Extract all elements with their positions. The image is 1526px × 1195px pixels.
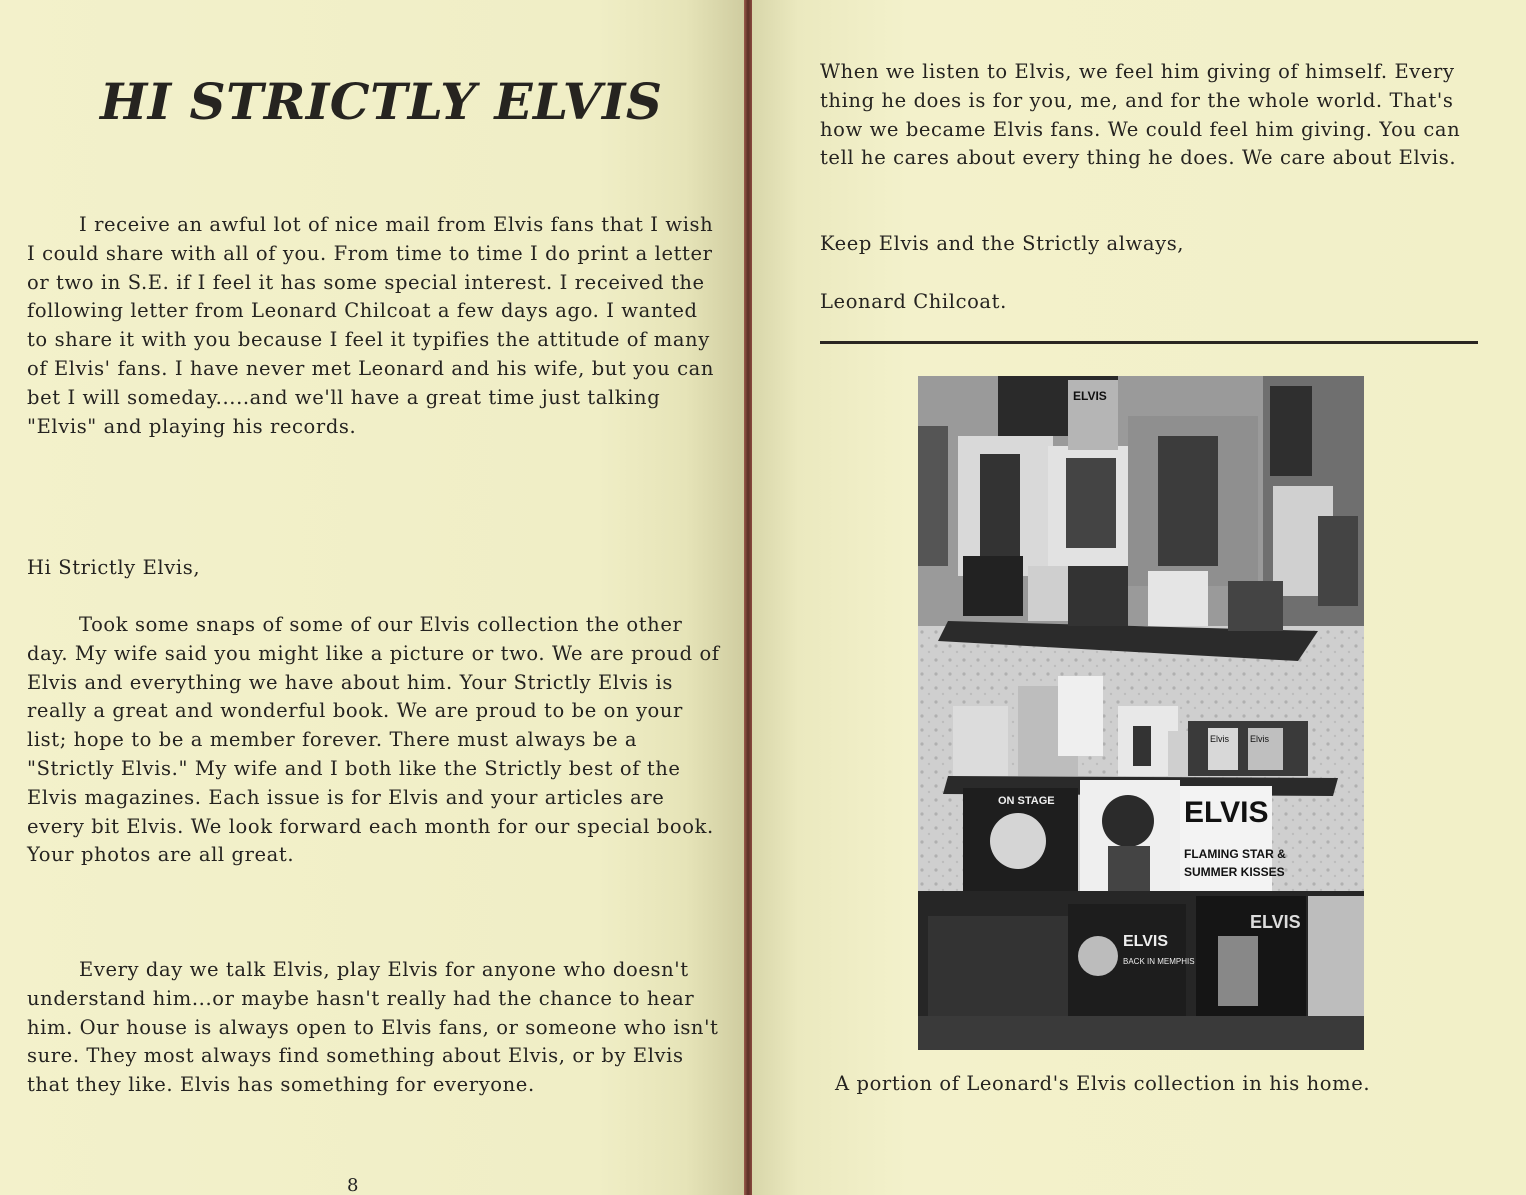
letter-paragraph-2: Every day we talk Elvis, play Elvis for anyone who doesn't understand him...or maybe hasn't really had the chance to hear him. Our house is always open to Elvis fans, or someone who isn't sure. They most always find something about Elvis, or by Elvis that they like. Elvis has something for everyone. xyxy=(27,958,719,1097)
section-divider xyxy=(820,341,1478,344)
article-title: HI STRICTLY ELVIS xyxy=(100,72,663,131)
mid-record-1 xyxy=(953,706,1008,776)
album-flaming-star-title: ELVIS xyxy=(1184,796,1269,829)
letter-paragraph-1: Took some snaps of some of our Elvis collection the other day. My wife said you might like a picture or two. We are proud of Elvis and everything we have about him. Your Strictly Elvis is really a great and wonderful book. We are proud to be on your list; hope to be a member forever. There must always be a "Strictly Elvis." My wife and I both like the Strictly best of the Elvis magazines. Each issue is for Elvis and your articles are every bit Elvis. We look forward each month for our special book. Your photos are all great. xyxy=(27,613,720,867)
collection-photo xyxy=(918,376,1364,1050)
album-flaming-star-subtitle-2: SUMMER KISSES xyxy=(1184,865,1285,879)
left-page xyxy=(0,0,745,1195)
letter-signature: Leonard Chilcoat. xyxy=(820,290,1007,313)
book-spine xyxy=(744,0,752,1195)
photo-caption: A portion of Leonard's Elvis collection in his home. xyxy=(835,1072,1371,1095)
small-album-label-2: Elvis xyxy=(1250,734,1270,744)
intro-text-block xyxy=(27,211,717,441)
small-album-label-1: Elvis xyxy=(1210,734,1230,744)
album-memphis-subtitle: BACK IN MEMPHIS xyxy=(1123,957,1195,966)
poster-label-text: ELVIS xyxy=(1073,389,1107,403)
album-memphis-title: ELVIS xyxy=(1123,933,1169,950)
album-flaming-star-subtitle-1: FLAMING STAR & xyxy=(1184,847,1286,861)
letter-paragraph-block-1 xyxy=(27,611,727,870)
letter-continued-paragraph: When we listen to Elvis, we feel him giving of himself. Every thing he does is for you, me, and for the whole world. That's how we became Elvis fans. We could feel him giving. You can tell he cares about every thing he does. We care about Elvis. xyxy=(820,60,1461,170)
page-number: 8 xyxy=(347,1175,359,1195)
letter-signature-block xyxy=(820,288,1500,317)
collection-photo-illustration xyxy=(918,376,1364,1050)
album-in-person-title: ELVIS xyxy=(1250,912,1301,932)
letter-closing-block xyxy=(820,230,1500,259)
intro-paragraph: I receive an awful lot of nice mail from Elvis fans that I wish I could share with all of you. From time to time I do print a letter or two in S.E. if I feel it has some special interest. I received the following letter from Leonard Chilcoat a few days ago. I wanted to share it with you because I feel it typifies the attitude of many of Elvis' fans. I have never met Leonard and his wife, but you can bet I will someday.....and we'll have a great time just talking "Elvis" and playing his records. xyxy=(27,213,714,438)
shelf-record-1 xyxy=(963,556,1023,616)
letter-salutation-block xyxy=(27,554,717,583)
letter-closing: Keep Elvis and the Strictly always, xyxy=(820,232,1185,255)
letter-salutation: Hi Strictly Elvis, xyxy=(27,556,201,579)
letter-continued-block xyxy=(820,58,1500,173)
album-on-stage-title: ON STAGE xyxy=(998,795,1055,807)
letter-paragraph-block-2 xyxy=(27,956,727,1100)
